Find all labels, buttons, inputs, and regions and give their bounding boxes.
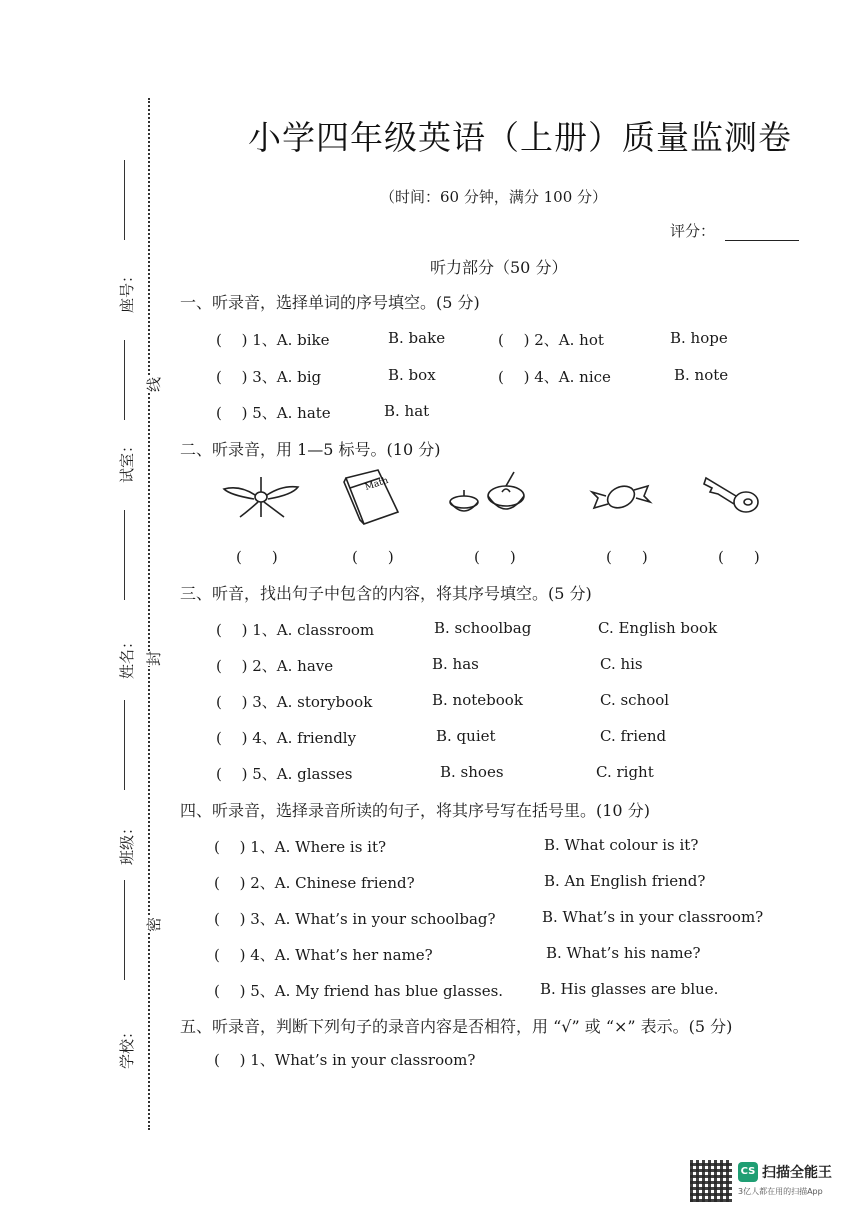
s4-item-1: ( ) 1、A. Where is it? (214, 838, 387, 856)
s1-item-3-b: B. box (388, 366, 436, 384)
ceiling-fan-icon (220, 475, 302, 519)
s3-item-1-c: C. English book (598, 619, 718, 637)
s1-item-2-b: B. hope (670, 329, 728, 347)
seal-mark-seal: 封 (141, 651, 166, 666)
math-book-icon (340, 468, 402, 528)
s4-item-3-b: B. What’s in your classroom? (542, 908, 764, 926)
s3-item-5-b: B. shoes (440, 763, 504, 781)
s3-item-3: ( ) 3、A. storybook (216, 693, 373, 711)
s3-item-5-c: C. right (596, 763, 654, 781)
watermark-app-name: 扫描全能王 (762, 1165, 832, 1181)
seat-blank (124, 160, 125, 240)
s3-item-2: ( ) 2、A. have (216, 657, 334, 675)
school-label: 学校： (118, 1023, 137, 1070)
s2-bracket-5: ( ) (718, 548, 760, 566)
s2-bracket-2: ( ) (352, 548, 394, 566)
seal-mark-secret: 密 (141, 917, 166, 932)
section-1-heading: 一、听录音，选择单词的序号填空。(5 分) (180, 293, 480, 312)
s3-item-4: ( ) 4、A. friendly (216, 729, 357, 747)
s5-item-1: ( ) 1、What’s in your classroom? (214, 1051, 476, 1069)
s3-item-3-b: B. notebook (432, 691, 523, 709)
s1-item-4: ( ) 4、A. nice (498, 368, 611, 386)
room-blank (124, 340, 125, 420)
listening-part-title: 听力部分（50 分） (430, 258, 568, 277)
s4-item-5-b: B. His glasses are blue. (540, 980, 719, 998)
s4-item-5: ( ) 5、A. My friend has blue glasses. (214, 982, 504, 1000)
candy-icon (588, 474, 654, 520)
spinning-tops-icon (446, 466, 534, 522)
s3-item-5: ( ) 5、A. glasses (216, 765, 353, 783)
s1-item-1-b: B. bake (388, 329, 446, 347)
s4-item-4-b: B. What’s his name? (546, 944, 701, 962)
name-blank (124, 510, 125, 600)
seal-mark-line: 线 (141, 377, 166, 392)
s3-item-1-b: B. schoolbag (434, 619, 532, 637)
camscanner-logo: CS (738, 1162, 758, 1182)
watermark-slogan: 3亿人都在用的扫描App (738, 1187, 823, 1196)
class-blank (124, 700, 125, 790)
name-label: 姓名： (118, 633, 137, 680)
s3-item-4-b: B. quiet (436, 727, 496, 745)
key-icon (700, 474, 762, 518)
s1-item-5: ( ) 5、A. hate (216, 404, 331, 422)
s1-item-5-b: B. hat (384, 402, 430, 420)
section-4-heading: 四、听录音，选择录音所读的句子，将其序号写在括号里。(10 分) (180, 801, 650, 820)
s1-item-1: ( ) 1、A. bike (216, 331, 330, 349)
s4-item-2: ( ) 2、A. Chinese friend? (214, 874, 415, 892)
s4-item-3: ( ) 3、A. What’s in your schoolbag? (214, 910, 496, 928)
s2-bracket-3: ( ) (474, 548, 516, 566)
binding-dotted-line (148, 98, 150, 1130)
s3-item-2-b: B. has (432, 655, 479, 673)
s2-bracket-1: ( ) (236, 548, 278, 566)
score-label: 评分： (670, 222, 716, 240)
s1-item-4-b: B. note (674, 366, 729, 384)
s2-bracket-4: ( ) (606, 548, 648, 566)
s4-item-1-b: B. What colour is it? (544, 836, 699, 854)
seat-label: 座号： (118, 267, 137, 314)
school-blank (124, 880, 125, 980)
score-blank[interactable] (725, 226, 799, 241)
s4-item-4: ( ) 4、A. What’s her name? (214, 946, 433, 964)
s1-item-3: ( ) 3、A. big (216, 368, 322, 386)
class-label: 班级： (118, 819, 137, 866)
s3-item-2-c: C. his (600, 655, 643, 673)
score-field (670, 220, 799, 241)
math-book-label: Math (363, 475, 390, 493)
qr-code-icon (690, 1160, 732, 1202)
section-5-heading: 五、听录音，判断下列句子的录音内容是否相符，用 “√” 或 “×” 表示。(5 分) (180, 1017, 733, 1036)
room-label: 试室： (118, 437, 137, 484)
s4-item-2-b: B. An English friend? (544, 872, 706, 890)
s3-item-1: ( ) 1、A. classroom (216, 621, 375, 639)
s3-item-4-c: C. friend (600, 727, 667, 745)
exam-title: 小学四年级英语（上册）质量监测卷 (248, 118, 792, 157)
exam-subtitle: （时间：60 分钟，满分 100 分） (380, 188, 608, 206)
section-3-heading: 三、听音，找出句子中包含的内容，将其序号填空。(5 分) (180, 584, 592, 603)
s1-item-2: ( ) 2、A. hot (498, 331, 604, 349)
section-2-heading: 二、听录音，用 1—5 标号。(10 分) (180, 440, 441, 459)
s3-item-3-c: C. school (600, 691, 670, 709)
